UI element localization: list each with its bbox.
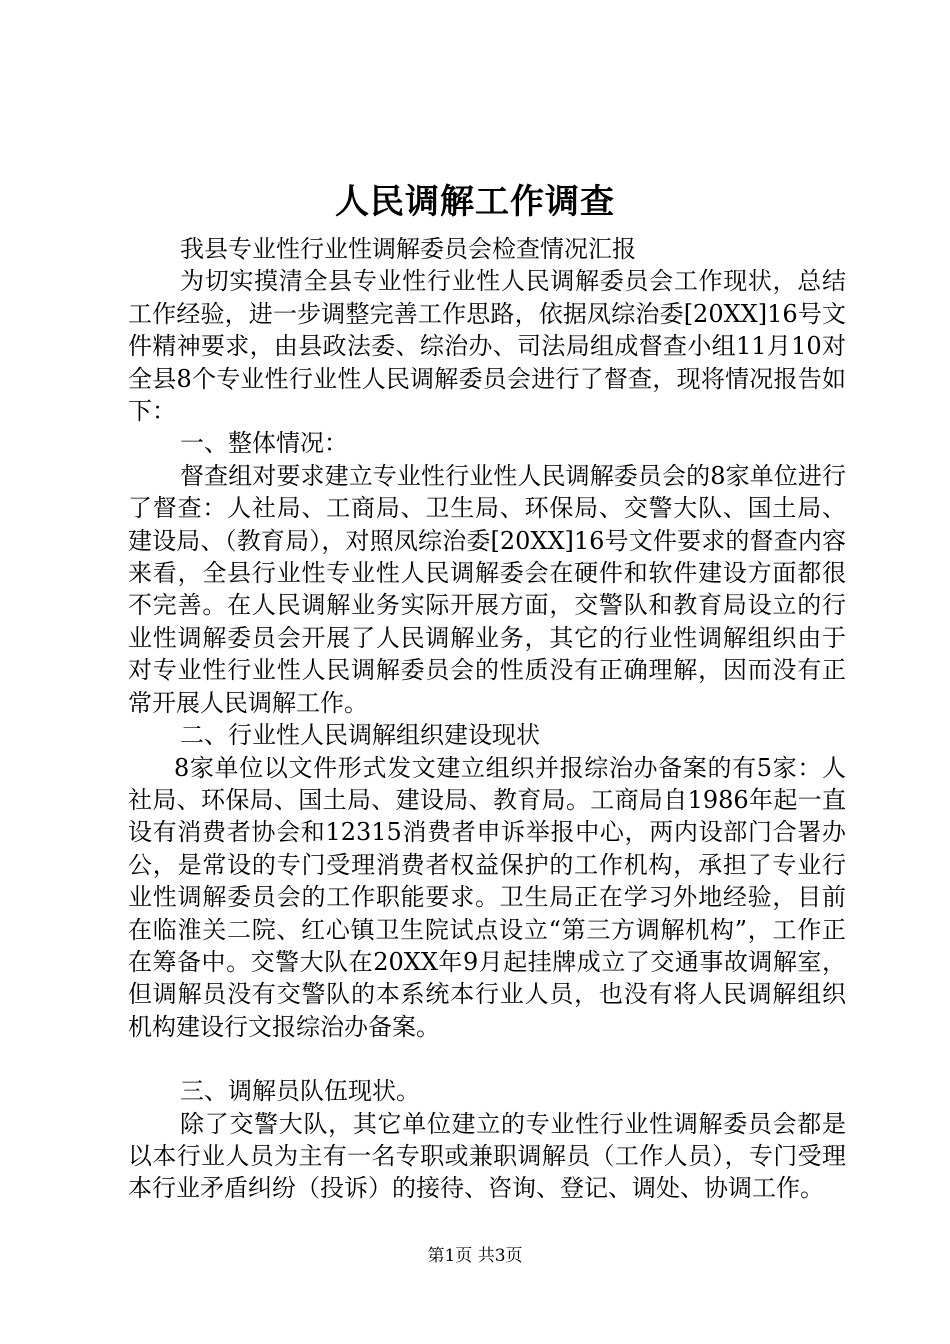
document-title: 人民调解工作调查 <box>335 182 615 222</box>
page-footer: 第1页 共3页 <box>427 1246 523 1266</box>
paragraph-gap <box>128 1043 846 1075</box>
section-1-paragraph: 督查组对要求建立专业性行业性人民调解委员会的8家单位进行了督查：人社局、工商局、卫生局、环保局、交警大队、国土局、建设局、（教育局），对照凤综治委[20XX]16号文件要求的督查内容来看，全县行业性专业性人民调解委会在硬件和软件建设方面都很不完善。在人民调解业务实际开展方面，交警队和教育局设立的行业性调解委员会开展了人民调解业务，其它的行业性调解组织由于对专业性行业性人民调解委员会的性质没有正确理解，因而没有正常开展人民调解工作。 <box>128 461 846 717</box>
subtitle-paragraph: 我县专业性行业性调解委员会检查情况汇报 <box>180 235 636 263</box>
intro-paragraph: 为切实摸清全县专业性行业性人民调解委员会工作现状，总结工作经验，进一步调整完善工作思路，依据凤综治委[20XX]16号文件精神要求，由县政法委、综治办、司法局组成督查小组11月10对全县8个专业性行业性人民调解委员会进行了督查，现将情况报告如下： <box>128 267 846 426</box>
section-heading-3: 三、调解员队伍现状。 <box>180 1077 420 1106</box>
section-heading-2: 二、行业性人民调解组织建设现状 <box>180 721 540 750</box>
section-2-paragraph: 8家单位以文件形式发文建立组织并报综治办备案的有5家：人社局、环保局、国土局、建设局、教育局。工商局自1986年起一直设有消费者协会和12315消费者申诉举报中心，两内设部门合署办公，是常设的专门受理消费者权益保护的工作机构，承担了专业行业性调解委员会的工作职能要求。卫生局正在学习外地经验，目前在临淮关二院、红心镇卫生院试点设立“第三方调解机构”，工作正在筹备中。交警大队在20XX年9月起挂牌成立了交通事故调解室，但调解员没有交警队的本系统本行业人员，也没有将人民调解组织机构建设行文报综治办备案。 <box>128 753 846 1041</box>
section-heading-1: 一、整体情况： <box>180 429 348 458</box>
section-3-paragraph: 除了交警大队，其它单位建立的专业性行业性调解委员会都是以本行业人员为主有一名专职或兼职调解员（工作人员），专门受理本行业矛盾纠纷（投诉）的接待、咨询、登记、调处、协调工作。 <box>128 1109 846 1203</box>
document-body <box>128 233 846 1205</box>
